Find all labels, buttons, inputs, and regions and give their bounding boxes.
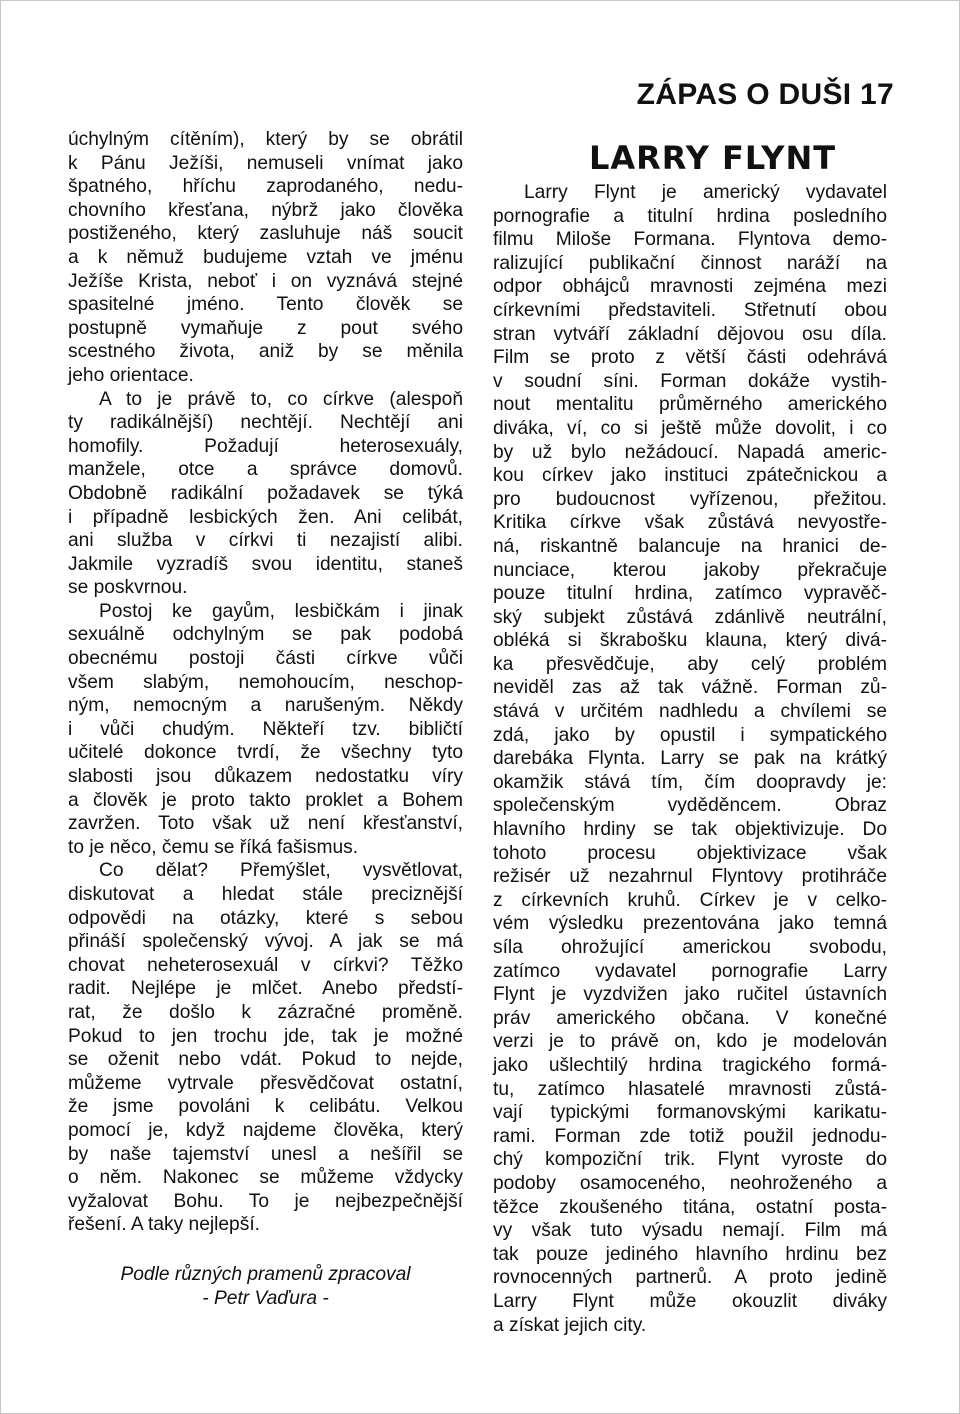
left-column-text-line: sexuálně odchylným se pak podobá [68,624,463,646]
left-column-text-line: homofily. Požadují heterosexuály, [68,435,463,457]
left-column-text-line: radit. Nejlépe je mlčet. Anebo předstí- [68,978,463,1000]
right-column-text-line: by už bylo nežádoucí. Napadá americ- [493,441,887,463]
left-column-text-line: spasitelné jméno. Tento člověk se [68,294,463,316]
right-column-text [493,181,887,1337]
right-column-text-line: hlavního hrdiny se tak objektivizuje. Do [493,819,887,841]
left-column-text-line: diskutovat a hledat stále preciznější [68,884,463,905]
right-column-text-line: tohoto procesu objektivizace však [493,842,887,864]
right-column-text-line: z církevních kruhů. Církev je v celko- [493,889,887,911]
right-column-text-line: odpor obhájců mravnosti zejména mezi [493,276,887,298]
right-column-text-line: ralizující publikační činnost naráží na [493,252,887,274]
left-column-text-line: Ježíše Krista, neboť i on vyznává stejné [68,270,463,292]
spacer [68,1237,463,1263]
right-column-text-line: Flynt je vyzdvižen jako ručitel ústavních [493,984,887,1006]
left-column-text-line: i případně lesbických žen. Ani celibát, [68,506,463,528]
left-column-text-line: se poskvrnou. [68,577,188,599]
left-column-text-line: Co dělat? Přemýšlet, vysvětlovat, [99,860,463,882]
right-column-text-line: rami. Forman zde totiž použil jednodu- [493,1125,887,1147]
right-column-text-line: v soudní síni. Forman dokáže vystih- [493,370,887,392]
signature-author: - Petr Vaďura - [202,1287,329,1309]
right-column-text-line: neviděl zas až tak vážně. Forman zů- [493,677,887,699]
right-column-text-line: chý kompoziční trik. Flynt vyroste do [493,1149,887,1171]
right-column-text-line: okamžik stává tím, čím doopravdy je: [493,771,887,793]
left-column-text-line: slabosti jsou důkazem nedostatku víry [68,766,463,788]
left-column [68,128,463,1310]
left-column-text-line: a k němuž budujeme vztah ve jménu [68,246,463,268]
right-column-text-line: církevními představiteli. Střetnutí obou [493,299,887,321]
right-column-text-line: stává v určitém nadhledu a chvílemi se [493,701,887,723]
left-column-text-line: Postoj ke gayům, lesbičkám i jinak [99,600,463,622]
left-column-text-line: obecnému postoji části církve vůči [68,648,463,670]
left-column-text-line: rat, že došlo k zázračné proměně. [68,1001,463,1023]
right-column-text-line: a získat jejich city. [493,1314,647,1336]
right-column-text-line: vy však tuto výsadu nemají. Film má [493,1220,887,1242]
article-title: LARRY FLYNT [589,139,837,177]
right-column-text-line: nout mentalitu průměrného amerického [493,394,887,416]
right-column-text-line: darebáka Flynta. Larry se pak na krátký [493,748,887,770]
right-column-text-line: Larry Flynt je americký vydavatel [524,182,887,203]
right-column-text-line: síla ohrožující americkou svobodu, [493,937,887,958]
left-column-text-line: to je něco, čemu se říká fašismus. [68,836,359,858]
right-column-text-line: pornografie a titulní hrdina posledního [493,205,887,227]
right-column-text-line: pouze titulní hrdina, zatímco vypravěč- [493,583,887,605]
right-column-text-line: pro budoucnost vyřízenou, přežitou. [493,488,887,510]
left-column-text-line: přináší společenský vývoj. A jak se má [68,931,463,953]
left-column-text-line: Obdobně radikální požadavek se týká [68,482,463,504]
left-column-text-line: o něm. Nakonec se můžeme vždycky [68,1167,463,1189]
signature-credit: Podle různých pramenů zpracoval [120,1263,411,1285]
right-column-text-line: zdá, jako by opustil i sympatického [493,724,887,746]
right-column-text-line: tak pouze jediného hlavního hrdinu bez [493,1243,887,1265]
right-column-text-line: těžce zkoušeného titána, ostatní posta- [493,1196,887,1218]
left-column-text-line: chovního křesťana, nýbrž jako člověka [68,199,463,221]
left-column-text-line: se oženit nebo vdát. Pokud to nejde, [68,1049,463,1071]
left-column-text-line: učitelé dokonce tvrdí, že všechny tyto [68,742,463,764]
right-column-text-line: Film se proto z větší části odehrává [493,347,887,369]
left-column-text [68,128,463,1237]
right-column-text-line: verzi je to právě on, kdo je modelován [493,1031,887,1053]
left-column-text-line: postiženého, který zasluhuje náš soucit [68,223,463,245]
right-column [493,181,887,1337]
right-column-text-line: diváka, ví, co si ještě může dovolit, i co [493,417,887,439]
right-column-text-line: filmu Miloše Formana. Flyntova demo- [493,229,887,251]
left-column-text-line: vyžalovat Bohu. To je nejbezpečnější [68,1190,463,1212]
right-column-text-line: ka přesvědčuje, aby celý problém [493,653,887,675]
right-column-text-line: tu, zatímco hlasatelé mravnosti zůstá- [493,1078,887,1100]
left-column-text-line: jeho orientace. [68,364,194,386]
right-column-text-line: zatímco vydavatel pornografie Larry [493,960,887,982]
right-column-text-line: společenským vyděděncem. Obraz [493,795,887,817]
right-column-text-line: kou církev jako instituci zpátečnickou a [493,465,887,487]
left-column-text-line: ani služba v církvi ti nezajistí alibi. [68,530,463,552]
right-column-text-line: vají typickými formanovskými karikatu- [493,1102,887,1124]
left-column-text-line: všem slabým, nemohoucím, neschop- [68,671,463,693]
right-column-text-line: rovnocenných partnerů. A proto jedině [493,1267,887,1289]
left-column-text-line: manžele, otce a správce domovů. [68,459,463,481]
right-column-text-line: stran vytváří základní dějovou osu díla. [493,323,887,345]
left-column-text-line: Pokud to jen trochu jde, tak je možné [68,1025,463,1047]
left-column-text-line: A to je právě to, co církve (alespoň [99,388,463,410]
left-column-text-line: postupně vymaňuje z pout svého [68,317,463,339]
right-column-text-line: obléká si škrabošku klauna, který divá- [493,630,887,652]
left-column-text-line: řešení. A taky nejlepší. [68,1214,260,1236]
right-column-text-line: nunciace, kterou jakoby překračuje [493,559,887,581]
right-column-text-line: režisér už nezahrnul Flyntovy protihráče [493,866,887,888]
left-column-text-line: k Pánu Ježíši, nemuseli vnímat jako [68,152,463,174]
right-column-text-line: ná, riskantně balancuje na hranici de- [493,535,887,557]
left-column-text-line: zavržen. Toto však už není křesťanství, [68,813,463,835]
left-column-text-line: a člověk je proto takto proklet a Bohem [68,789,463,811]
left-column-text-line: můžeme vytrvale přesvědčovat ostatní, [68,1072,463,1094]
right-column-text-line: Larry Flynt může okouzlit diváky [493,1290,887,1312]
left-column-text-line: úchylným cítěním), který by se obrátil [68,129,463,150]
left-column-text-line: scestného života, aniž by se měnila [68,341,463,363]
left-column-text-line: i vůči chudým. Někteří tzv. bibličtí [68,718,463,740]
left-column-text-line: chovat neheterosexuál v církvi? Těžko [68,954,463,976]
right-column-text-line: vém výsledku prezentována jako temná [493,913,887,935]
right-column-text-line: podoby osamoceného, neohroženého a [493,1172,887,1194]
right-column-text-line: jako ušlechtilý hrdina tragického formá- [493,1054,887,1076]
left-column-text-line: špatného, hříchu zaprodaného, nedu- [68,176,463,198]
left-column-text-line: odpovědi na otázky, které s sebou [68,907,463,929]
left-column-text-line: by naše tajemství unesl a nešířil se [68,1143,463,1165]
left-column-text-line: ným, nemocným a narušeným. Někdy [68,695,463,717]
left-column-text-line: Jakmile vyzradíš svou identitu, staneš [68,553,463,575]
right-column-text-line: ský subjekt zůstává zdánlivě neutrální, [493,606,887,628]
right-column-text-line: práv amerického občana. V konečné [493,1007,887,1029]
page-header-title: ZÁPAS O DUŠI 17 [636,78,894,111]
left-column-text-line: že jsme povoláni k celibátu. Velkou [68,1096,463,1118]
left-column-text-line: ty radikálnější) nechtějí. Nechtějí ani [68,412,463,434]
left-column-text-line: pomocí je, když najdeme člověka, který [68,1119,463,1141]
right-column-text-line: Kritika církve však zůstává nevyostře- [493,512,887,534]
